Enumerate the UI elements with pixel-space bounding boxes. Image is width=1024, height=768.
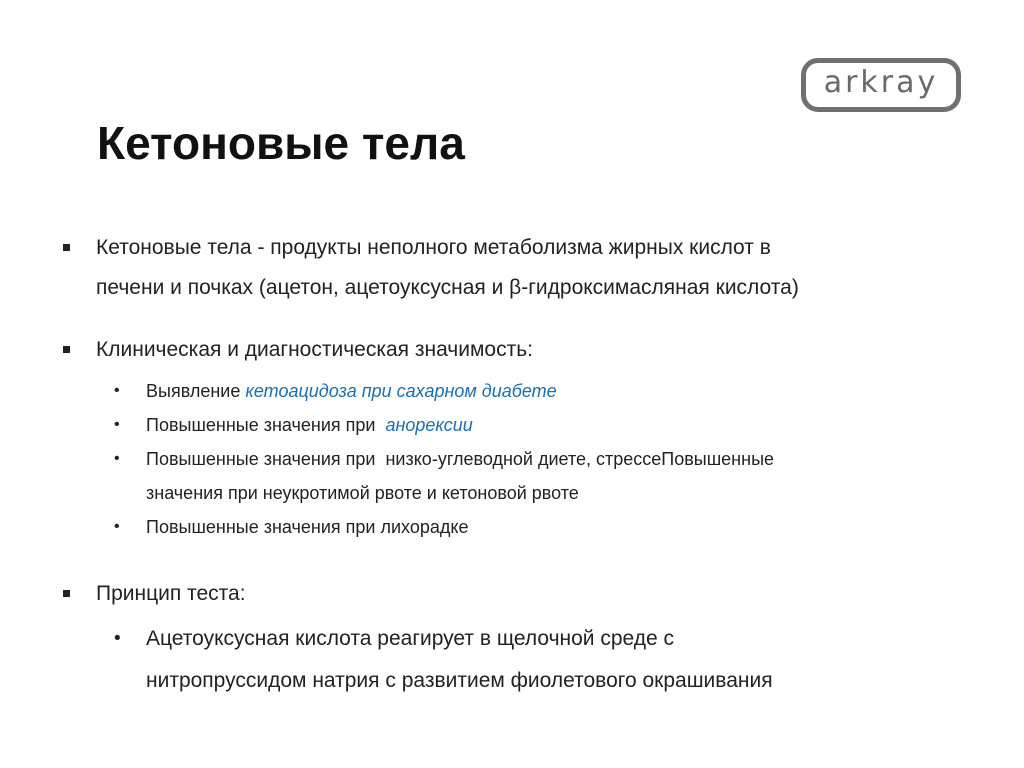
highlighted-term: кетоацидоза при сахарном диабете xyxy=(245,381,557,401)
list-item xyxy=(60,374,960,408)
dot-bullet-icon: • xyxy=(114,628,121,649)
section-definition xyxy=(60,228,960,308)
logo-text: arkray xyxy=(823,65,939,100)
section-clinical-significance xyxy=(60,330,960,544)
list-item xyxy=(60,442,960,510)
clinical-list xyxy=(60,374,960,544)
item-text-line-2: значения при неукротимой рвоте и кетоновой рвоте xyxy=(146,483,579,503)
section-test-principle xyxy=(60,574,960,702)
square-bullet-icon xyxy=(63,244,70,251)
list-item xyxy=(60,510,960,544)
principle-list xyxy=(60,618,960,702)
bullet-principle-heading xyxy=(60,574,960,614)
list-item xyxy=(60,618,960,702)
square-bullet-icon xyxy=(63,346,70,353)
item-text: Повышенные значения при лихорадке xyxy=(146,517,469,537)
slide-content xyxy=(60,228,960,702)
item-text: Повышенные значения при xyxy=(146,415,386,435)
list-item xyxy=(60,408,960,442)
square-bullet-icon xyxy=(63,590,70,597)
dot-bullet-icon: • xyxy=(114,416,120,433)
item-text-line-1: Повышенные значения при низко-углеводной диете, стрессеПовышенные xyxy=(146,449,775,469)
dot-bullet-icon: • xyxy=(114,518,120,535)
item-text: Выявление xyxy=(146,381,246,401)
principle-heading-text: Принцип теста: xyxy=(96,582,246,605)
item-text-line-2: нитропруссидом натрия с развитием фиолетового окрашивания xyxy=(146,669,773,692)
bullet-definition xyxy=(60,228,960,308)
clinical-heading-text: Клиническая и диагностическая значимость: xyxy=(96,338,533,361)
page-title: Кетоновые тела xyxy=(97,117,465,169)
item-text-line-1: Ацетоуксусная кислота реагирует в щелочной среде с xyxy=(146,627,675,650)
definition-line-2: печени и почках (ацетон, ацетоуксусная и β-гидроксимасляная кислота) xyxy=(96,276,799,299)
highlighted-term: анорексии xyxy=(385,415,473,435)
dot-bullet-icon: • xyxy=(114,382,120,399)
bullet-clinical-heading xyxy=(60,330,960,370)
definition-line-1: Кетоновые тела - продукты неполного метаболизма жирных кислот в xyxy=(96,236,771,259)
dot-bullet-icon: • xyxy=(114,450,120,467)
arkray-logo xyxy=(801,58,961,112)
